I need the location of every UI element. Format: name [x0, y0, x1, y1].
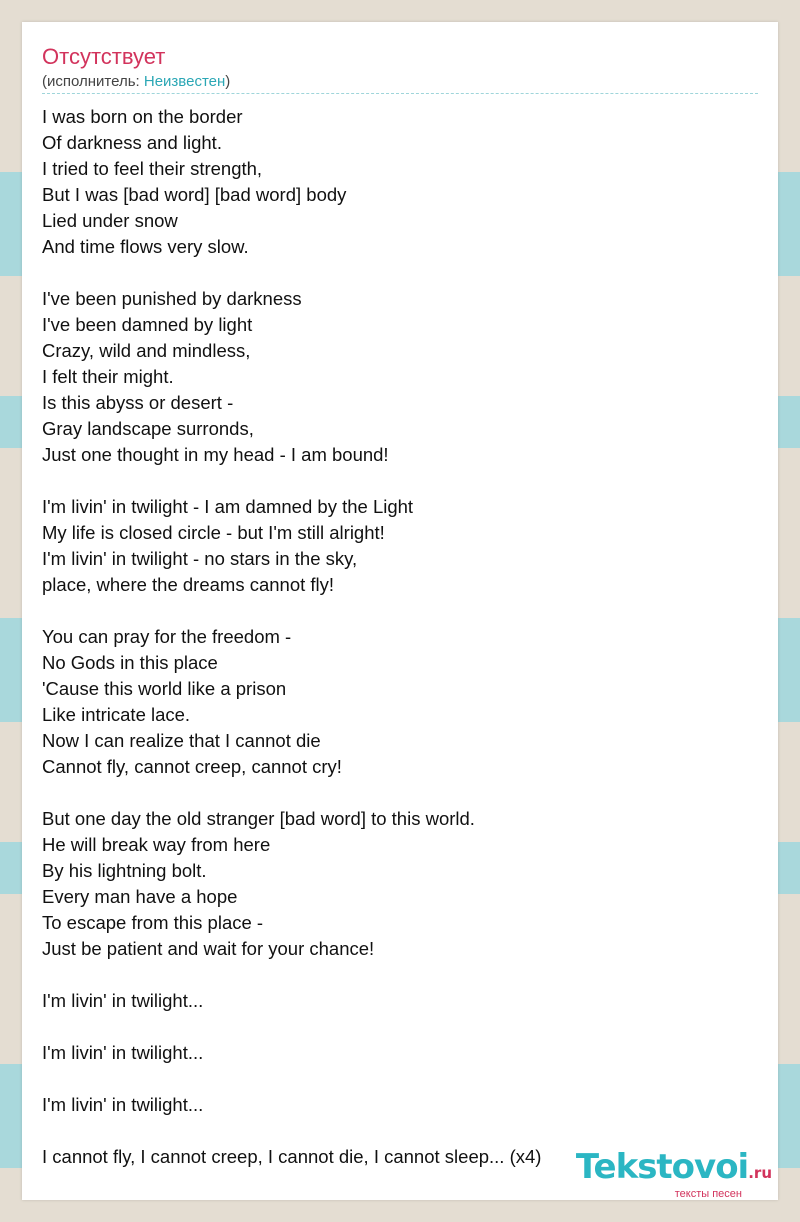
stanza-break	[42, 962, 758, 988]
lyric-line: Just one thought in my head - I am bound!	[42, 444, 389, 465]
lyric-line: I've been damned by light	[42, 314, 253, 335]
lyric-line: To escape from this place -	[42, 912, 264, 933]
lyric-line: I'm livin' in twilight...	[42, 990, 204, 1011]
lyric-line: 'Cause this world like a prison	[42, 678, 287, 699]
lyric-line: And time flows very slow.	[42, 236, 249, 257]
lyric-line: Crazy, wild and mindless,	[42, 340, 251, 361]
lyric-line: You can pray for the freedom -	[42, 626, 292, 647]
logo-main-text: Tekstovoi	[575, 1147, 749, 1187]
title-divider	[42, 93, 758, 94]
lyric-line: I'm livin' in twilight - no stars in the sky,	[42, 548, 358, 569]
artist-line	[42, 73, 230, 91]
lyric-line: He will break way from here	[42, 834, 271, 855]
stanza-break	[42, 260, 758, 286]
lyrics-text	[42, 104, 758, 1170]
lyric-line: place, where the dreams cannot fly!	[42, 574, 335, 595]
lyric-line: But I was [bad word] [bad word] body	[42, 184, 347, 205]
lyric-line: Now I can realize that I cannot die	[42, 730, 321, 751]
lyric-line: I tried to feel their strength,	[42, 158, 263, 179]
lyric-line: Lied under snow	[42, 210, 178, 231]
lyric-line: My life is closed circle - but I'm still alright!	[42, 522, 385, 543]
artist-prefix: (исполнитель:	[42, 73, 144, 90]
stanza-break	[42, 1118, 758, 1144]
logo-tld: .ru	[748, 1164, 772, 1182]
lyric-line: But one day the old stranger [bad word] to this world.	[42, 808, 475, 829]
lyric-line: I felt their might.	[42, 366, 174, 387]
lyric-line: I'm livin' in twilight - I am damned by the Light	[42, 496, 414, 517]
lyric-line: By his lightning bolt.	[42, 860, 207, 881]
lyric-line: Is this abyss or desert -	[42, 392, 234, 413]
lyrics-card	[22, 22, 778, 1200]
stanza-break	[42, 598, 758, 624]
stanza-break	[42, 468, 758, 494]
logo-tagline: тексты песен	[674, 1188, 742, 1200]
lyric-line: I've been punished by darkness	[42, 288, 302, 309]
stanza-break	[42, 1014, 758, 1040]
lyric-line: I'm livin' in twilight...	[42, 1042, 204, 1063]
lyric-line: Of darkness and light.	[42, 132, 222, 153]
lyric-line: No Gods in this place	[42, 652, 218, 673]
lyric-line: Like intricate lace.	[42, 704, 191, 725]
song-title: Отсутствует	[42, 44, 166, 69]
lyric-line: I cannot fly, I cannot creep, I cannot die, I cannot sleep... (x4)	[42, 1146, 542, 1167]
logo-wordmark	[575, 1147, 772, 1190]
lyric-line: Just be patient and wait for your chance!	[42, 938, 375, 959]
lyric-line: I'm livin' in twilight...	[42, 1094, 204, 1115]
lyric-line: I was born on the border	[42, 106, 243, 127]
lyric-line: Every man have a hope	[42, 886, 238, 907]
stanza-break	[42, 780, 758, 806]
lyric-line: Gray landscape surronds,	[42, 418, 254, 439]
artist-suffix: )	[225, 73, 231, 90]
lyric-line: Cannot fly, cannot creep, cannot cry!	[42, 756, 342, 777]
stanza-break	[42, 1066, 758, 1092]
site-logo[interactable]	[575, 1147, 772, 1200]
artist-link[interactable]: Неизвестен	[143, 73, 226, 90]
